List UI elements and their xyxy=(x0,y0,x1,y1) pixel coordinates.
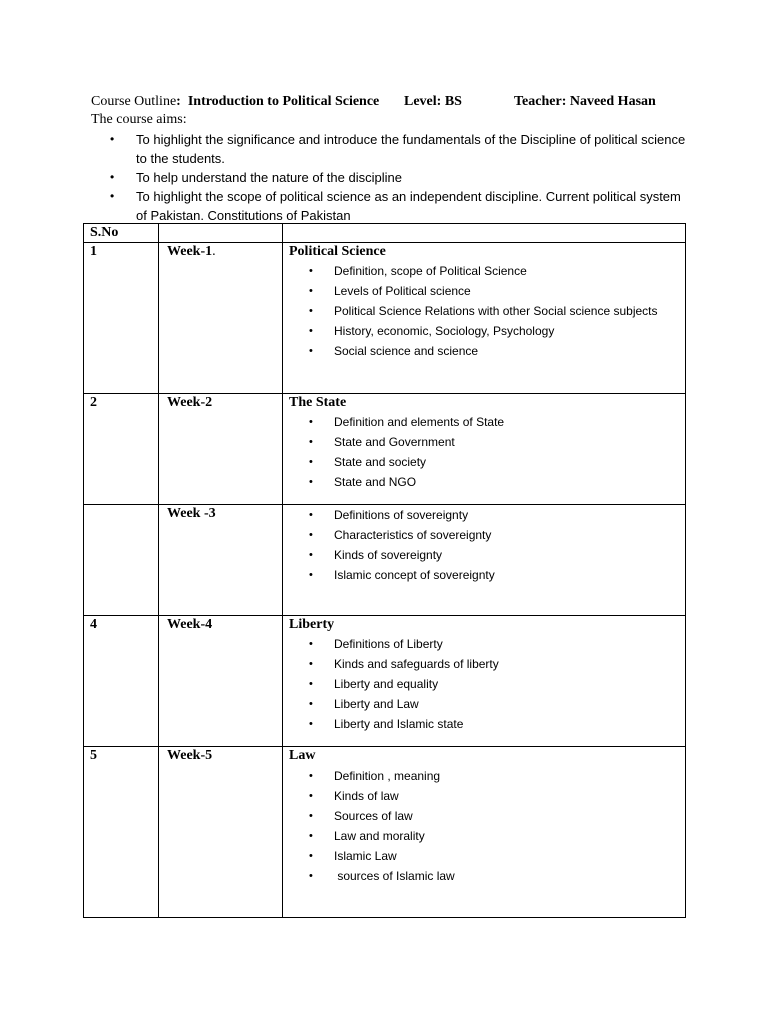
bullet-icon: • xyxy=(309,850,313,862)
aim-item xyxy=(110,130,690,168)
list-item xyxy=(309,634,679,654)
list-item-text: State and Government xyxy=(334,435,455,449)
table-row xyxy=(84,747,686,918)
list-item xyxy=(309,766,679,786)
topic-title: The State xyxy=(289,395,347,410)
list-item xyxy=(309,281,679,301)
list-item-text: State and NGO xyxy=(334,475,417,489)
bullet-icon: • xyxy=(309,549,313,561)
course-aims-list xyxy=(110,130,690,225)
bullet-icon: • xyxy=(309,770,313,782)
list-item-text: History, economic, Sociology, Psychology xyxy=(334,324,555,338)
row-week xyxy=(159,243,283,394)
table-row xyxy=(84,243,686,394)
list-item xyxy=(309,452,679,472)
list-item xyxy=(309,412,679,432)
row-sno: 2 xyxy=(84,394,159,505)
bullet-icon: • xyxy=(309,810,313,822)
week-label: Week-2 xyxy=(167,395,213,410)
topic-title: Law xyxy=(289,748,316,763)
aim-item xyxy=(110,187,690,225)
list-item xyxy=(309,432,679,452)
week-label: Week-4 xyxy=(167,617,213,632)
list-item xyxy=(309,261,679,281)
bullet-icon: • xyxy=(309,529,313,541)
list-item-text: Liberty and Islamic state xyxy=(334,717,464,731)
topic-items xyxy=(289,766,679,886)
week-label: Week -3 xyxy=(167,506,216,521)
row-sno xyxy=(84,505,159,616)
bullet-icon: • xyxy=(309,436,313,448)
list-item xyxy=(309,866,679,886)
bullet-icon: • xyxy=(309,305,313,317)
list-item xyxy=(309,714,679,734)
row-week xyxy=(159,505,283,616)
table-row xyxy=(84,616,686,747)
course-outline-label: Course Outline xyxy=(91,94,177,109)
row-topic xyxy=(283,243,686,394)
bullet-icon: • xyxy=(309,325,313,337)
list-item xyxy=(309,694,679,714)
bullet-icon: • xyxy=(309,678,313,690)
bullet-icon: • xyxy=(309,569,313,581)
header-sno: S.No xyxy=(84,224,159,243)
aim-text: To highlight the significance and introduce the fundamentals of the Discipline of political science to the students. xyxy=(136,132,686,166)
table-row xyxy=(84,394,686,505)
list-item xyxy=(309,786,679,806)
bullet-icon: • xyxy=(309,638,313,650)
table-header-row xyxy=(84,224,686,243)
bullet-icon: • xyxy=(309,718,313,730)
header-colon: : xyxy=(176,94,181,109)
list-item xyxy=(309,826,679,846)
row-topic xyxy=(283,394,686,505)
list-item-text: Definitions of Liberty xyxy=(334,637,443,651)
bullet-icon: • xyxy=(309,456,313,468)
topic-title: Political Science xyxy=(289,244,386,259)
list-item-text: Social science and science xyxy=(334,344,479,358)
list-item-text: Political Science Relations with other Social science subjects xyxy=(334,304,658,318)
row-topic xyxy=(283,505,686,616)
table-row xyxy=(84,505,686,616)
list-item-text: Islamic concept of sovereignty xyxy=(334,568,495,582)
list-item xyxy=(309,565,679,585)
row-sno: 5 xyxy=(84,747,159,918)
week-suffix: . xyxy=(212,244,216,259)
bullet-icon: • xyxy=(309,265,313,277)
list-item xyxy=(309,321,679,341)
course-teacher: Teacher: Naveed Hasan xyxy=(514,94,656,109)
list-item-text: Definitions of sovereignty xyxy=(334,508,469,522)
bullet-icon: • xyxy=(110,132,115,146)
list-item-text: Levels of Political science xyxy=(334,284,471,298)
topic-items xyxy=(289,634,679,734)
course-outline-header xyxy=(91,94,379,110)
bullet-icon: • xyxy=(110,170,115,184)
list-item-text: State and society xyxy=(334,455,427,469)
list-item xyxy=(309,472,679,492)
course-aims-title: The course aims: xyxy=(91,112,187,127)
list-item-text: Definition , meaning xyxy=(334,769,441,783)
course-title: Introduction to Political Science xyxy=(187,94,380,109)
list-item-text: Kinds of sovereignty xyxy=(334,548,443,562)
aim-item xyxy=(110,168,690,187)
bullet-icon: • xyxy=(309,830,313,842)
bullet-icon: • xyxy=(309,285,313,297)
list-item-text: Liberty and equality xyxy=(334,677,439,691)
row-week xyxy=(159,747,283,918)
list-item-text: Definition and elements of State xyxy=(334,415,505,429)
list-item xyxy=(309,301,679,321)
bullet-icon: • xyxy=(309,345,313,357)
row-topic xyxy=(283,747,686,918)
list-item-text: sources of Islamic law xyxy=(334,869,455,883)
list-item-text: Definition, scope of Political Science xyxy=(334,264,527,278)
list-item xyxy=(309,525,679,545)
row-week xyxy=(159,616,283,747)
list-item-text: Kinds and safeguards of liberty xyxy=(334,657,499,671)
topic-items xyxy=(289,505,679,585)
header-week xyxy=(159,224,283,243)
row-sno: 1 xyxy=(84,243,159,394)
list-item xyxy=(309,654,679,674)
week-label: Week-1 xyxy=(167,244,213,259)
topic-items xyxy=(289,261,679,361)
bullet-icon: • xyxy=(309,658,313,670)
topic-title: Liberty xyxy=(289,617,335,632)
aim-text: To highlight the scope of political science as an independent discipline. Current political system of Pakistan. Constitutions of Pakistan xyxy=(136,189,681,223)
row-week xyxy=(159,394,283,505)
course-level: Level: BS xyxy=(404,94,462,109)
row-sno: 4 xyxy=(84,616,159,747)
list-item xyxy=(309,846,679,866)
week-label: Week-5 xyxy=(167,748,213,763)
list-item xyxy=(309,505,679,525)
aim-text: To help understand the nature of the discipline xyxy=(136,170,402,185)
list-item-text: Characteristics of sovereignty xyxy=(334,528,492,542)
list-item-text: Islamic Law xyxy=(334,849,397,863)
bullet-icon: • xyxy=(309,790,313,802)
header-topic xyxy=(283,224,686,243)
list-item xyxy=(309,545,679,565)
row-topic xyxy=(283,616,686,747)
list-item xyxy=(309,341,679,361)
bullet-icon: • xyxy=(309,416,313,428)
course-schedule-table xyxy=(83,223,686,918)
list-item xyxy=(309,674,679,694)
list-item-text: Liberty and Law xyxy=(334,697,419,711)
topic-items xyxy=(289,412,679,492)
list-item-text: Kinds of law xyxy=(334,789,399,803)
bullet-icon: • xyxy=(110,189,115,203)
list-item-text: Law and morality xyxy=(334,829,425,843)
list-item-text: Sources of law xyxy=(334,809,413,823)
bullet-icon: • xyxy=(309,476,313,488)
bullet-icon: • xyxy=(309,698,313,710)
bullet-icon: • xyxy=(309,870,313,882)
bullet-icon: • xyxy=(309,509,313,521)
list-item xyxy=(309,806,679,826)
